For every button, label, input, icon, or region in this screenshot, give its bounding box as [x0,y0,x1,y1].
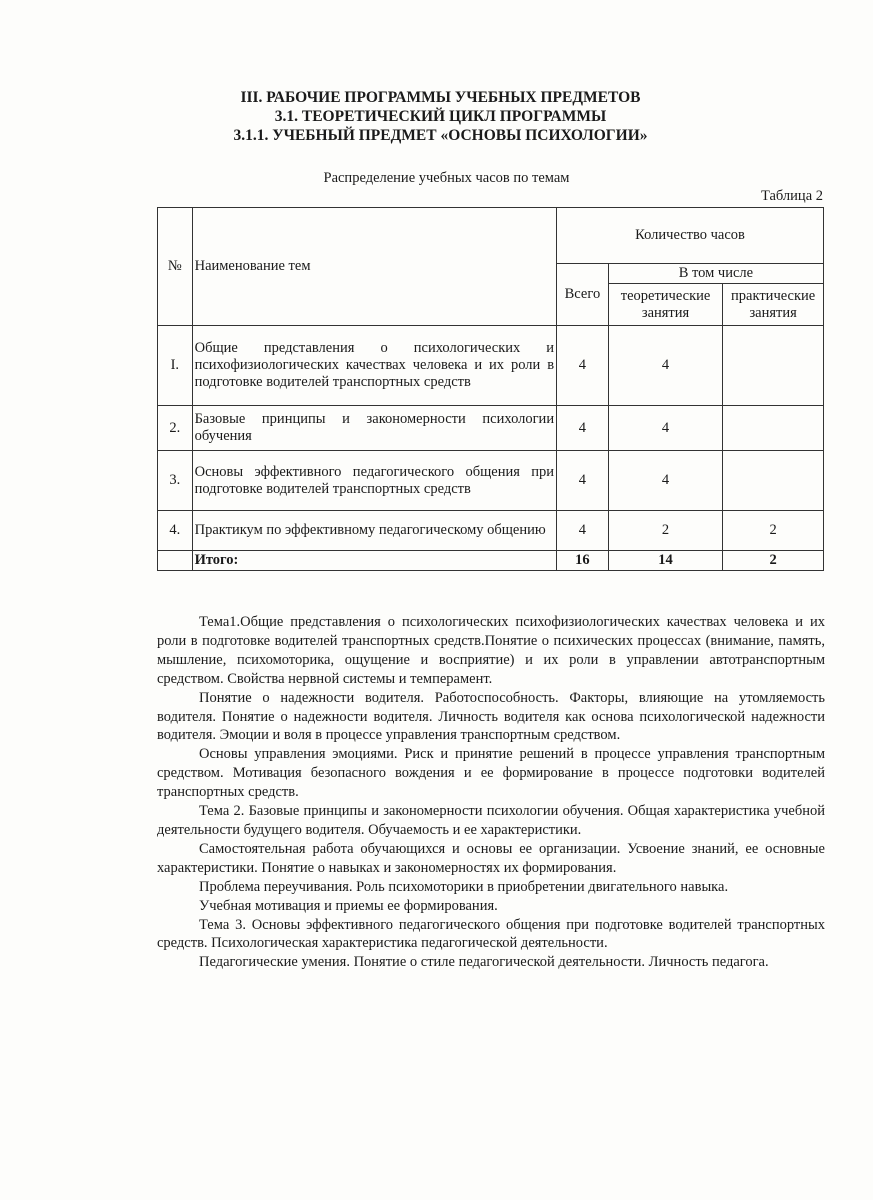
heading-line-1: III. РАБОЧИЕ ПРОГРАММЫ УЧЕБНЫХ ПРЕДМЕТОВ [240,89,641,106]
row-practice [723,451,824,511]
total-hours: 16 [557,551,609,571]
paragraph: Проблема переучивания. Роль психомоторики в приобретении двигательного навыка. [199,878,729,895]
row-topic: Основы эффективного педагогического общения при подготовке водителей транспортных средств [192,451,556,511]
header-practice: практические занятия [723,284,824,326]
row-num: 2. [158,406,193,451]
heading-line-2: 3.1. ТЕОРЕТИЧЕСКИЙ ЦИКЛ ПРОГРАММЫ [274,108,607,125]
table-row [158,511,824,551]
hours-table [157,207,824,571]
row-practice: 2 [723,511,824,551]
row-topic: Общие представления о психологических и психофизиологических качествах человека и их роли в подготовке водителей транспортных средств [192,326,556,406]
row-practice [723,406,824,451]
paragraph: Тема 3. Основы эффективного педагогического общения при подготовке водителей транспортных средств. Психологическая характеристика педагогической деятельности. [157,916,825,952]
row-num: I. [158,326,193,406]
row-topic: Базовые принципы и закономерности психологии обучения [192,406,556,451]
header-total: Всего [557,264,609,326]
paragraph: Основы управления эмоциями. Риск и принятие решений в процессе управления транспортным средством. Мотивация безопасного вождения и ее формирование в процессе подготовки водителей транспортных средств. [157,746,825,801]
row-num: 3. [158,451,193,511]
row-total: 4 [557,451,609,511]
paragraph: Самостоятельная работа обучающихся и основы ее организации. Усвоение знаний, ее основные характеристики. Понятие о навыках и закономерностях их формирования. [157,840,825,876]
row-total: 4 [557,511,609,551]
total-row [158,551,824,571]
topics-description [157,613,825,972]
row-total: 4 [557,406,609,451]
table-number: Таблица 2 [760,188,823,204]
total-theory: 14 [608,551,722,571]
header-topic-name: Наименование тем [192,208,556,326]
table-caption: Распределение учебных часов по темам [323,170,570,186]
paragraph: Тема1.Общие представления о психологических психофизиологических качествах человека и их роли в подготовке водителей транспортных средств.Понятие о психических процессах (внимание, память, мышление, психомоторика, ощущение и восприятие) и их роли в управлении автотранспортным средством. Свойства нервной системы и темперамент. [157,614,825,687]
paragraph: Понятие о надежности водителя. Работоспособность. Факторы, влияющие на утомляемость водителя. Понятие о надежности водителя. Личность водителя как основа психологической надежности водителя. Эмоции и воля в процессе управления транспортным средством. [157,689,825,744]
section-heading [0,88,873,145]
row-theory: 4 [608,406,722,451]
table-row [158,326,824,406]
table-row [158,451,824,511]
row-total: 4 [557,326,609,406]
total-row-num [158,551,193,571]
row-topic: Практикум по эффективному педагогическому общению [192,511,556,551]
paragraph: Тема 2. Базовые принципы и закономерности психологии обучения. Общая характеристика учебной деятельности будущего водителя. Обучаемость и ее характеристики. [157,803,825,838]
row-num: 4. [158,511,193,551]
header-including: В том числе [608,264,823,284]
row-theory: 4 [608,451,722,511]
total-practice: 2 [723,551,824,571]
table-row [158,406,824,451]
total-label: Итого: [192,551,556,571]
heading-line-3: 3.1.1. УЧЕБНЫЙ ПРЕДМЕТ «ОСНОВЫ ПСИХОЛОГИИ» [233,127,648,144]
row-theory: 2 [608,511,722,551]
header-num: № [158,208,193,326]
paragraph: Учебная мотивация и приемы ее формирования. [199,897,498,914]
header-theory: теоретические занятия [608,284,722,326]
paragraph: Педагогические умения. Понятие о стиле педагогической деятельности. Личность педагога. [199,954,769,971]
row-practice [723,326,824,406]
header-hours: Количество часов [557,208,824,264]
row-theory: 4 [608,326,722,406]
